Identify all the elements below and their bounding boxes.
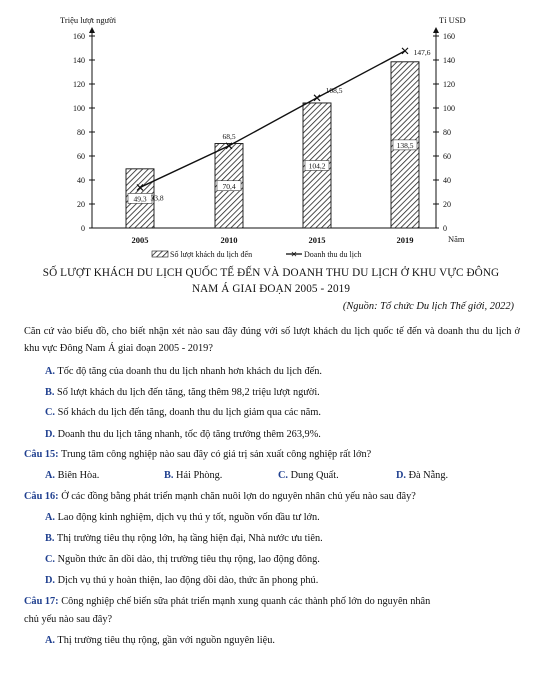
q15-option-a <box>45 469 99 483</box>
q15-stem: Trung tâm công nghiệp nào sau đây có giá trị sản xuất công nghiệp rất lớn? <box>61 449 372 460</box>
bar-data-label: 104,2 <box>308 161 326 171</box>
right-axis-title: Tỉ USD <box>439 15 466 25</box>
q17-stem-row <box>24 595 430 609</box>
x-axis-unit: Năm <box>448 234 465 244</box>
left-axis-tick-label: 20 <box>77 200 85 209</box>
legend-bar-swatch <box>152 251 168 257</box>
q17-stem-line-1: Công nghiệp chế biến sữa phát triển mạnh xung quanh các thành phố lớn do nguyên nhân <box>61 596 431 607</box>
legend-line-label: Doanh thu du lịch <box>304 250 362 259</box>
bar-data-label: 70,4 <box>222 181 236 191</box>
q14-option-d-text: Doanh thu du lịch tăng nhanh, tốc độ tăng trưởng thêm 263,9%. <box>57 429 321 440</box>
left-axis-tick-label: 80 <box>77 128 85 137</box>
combo-chart <box>0 0 542 262</box>
q15-option-c-text: Dung Quất. <box>290 470 339 481</box>
q17-option-a <box>45 634 275 648</box>
line-data-label: 68,5 <box>222 131 236 141</box>
q16-label: Câu 16: <box>24 491 59 502</box>
plot-area <box>73 30 455 245</box>
q14-option-c <box>45 406 321 420</box>
q16-option-a <box>45 511 320 525</box>
q16-option-c-key: C. <box>45 554 56 565</box>
q15-option-d <box>396 469 448 483</box>
x-tick-label: 2010 <box>220 235 238 245</box>
right-axis-tick-label: 60 <box>443 152 451 161</box>
q16-option-a-text: Lao động kinh nghiệm, dịch vụ thú y tốt, nguồn vốn đầu tư lớn. <box>57 512 320 523</box>
q14-option-a-text: Tốc độ tăng của doanh thu du lịch nhanh hơn khách du lịch đến. <box>57 366 322 377</box>
q15-option-c <box>278 469 339 483</box>
line-data-label: 147,6 <box>413 47 431 57</box>
q16-option-b-key: B. <box>45 533 55 544</box>
revenue-point <box>402 48 408 54</box>
left-axis-tick-label: 160 <box>73 32 85 41</box>
line-data-label: 33,8 <box>150 193 164 203</box>
right-axis-tick-label: 140 <box>443 56 455 65</box>
q16-option-a-key: A. <box>45 512 56 523</box>
revenue-point <box>314 95 320 101</box>
right-axis-tick-label: 0 <box>443 224 447 233</box>
line-data-label: 108,5 <box>325 85 343 95</box>
q14-option-d-key: D. <box>45 429 56 440</box>
left-axis-tick-label: 120 <box>73 80 85 89</box>
q14-option-b-text: Số lượt khách du lịch đến tăng, tăng thêm 98,2 triệu lượt người. <box>57 387 320 398</box>
q16-option-d-key: D. <box>45 575 56 586</box>
left-axis-tick-label: 40 <box>77 176 85 185</box>
legend-bar-label: Số lượt khách du lịch đến <box>170 250 253 259</box>
q17-option-a-text: Thị trường tiêu thụ rộng, gần với nguồn nguyên liệu. <box>57 635 275 646</box>
q14-option-b-key: B. <box>45 387 55 398</box>
left-axis-tick-label: 60 <box>77 152 85 161</box>
q14-stem: Căn cứ vào biểu đồ, cho biết nhận xét nào sau đây đúng với số lượt khách du lịch quốc tế đến và doanh thu du lịch ở khu vực Đông Nam Á giai đoạn 2005 - 2019? <box>24 326 520 354</box>
bar-data-label: 138,5 <box>396 140 414 150</box>
q15-option-b <box>164 469 222 483</box>
figure-source: (Nguồn: Tổ chức Du lịch Thế giới, 2022) <box>342 301 514 312</box>
x-tick-label: 2015 <box>308 235 326 245</box>
right-axis-tick-label: 160 <box>443 32 455 41</box>
q16-option-d-text: Dịch vụ thú y hoàn thiện, lao động dồi dào, thức ăn phong phú. <box>57 575 319 586</box>
q17-option-a-key: A. <box>45 635 56 646</box>
figure-title-line-1: SỐ LƯỢT KHÁCH DU LỊCH QUỐC TẾ ĐẾN VÀ DOANH THU DU LỊCH Ở KHU VỰC ĐÔNG <box>42 267 500 279</box>
right-axis-tick-label: 120 <box>443 80 455 89</box>
q15-option-b-key: B. <box>164 470 174 481</box>
q15-option-a-text: Biên Hòa. <box>57 470 100 481</box>
q16-stem-row <box>24 490 416 504</box>
q15-option-d-text: Đà Nẵng. <box>408 470 449 481</box>
right-axis-tick-label: 100 <box>443 104 455 113</box>
q14-option-c-key: C. <box>45 407 56 418</box>
q17-label: Câu 17: <box>24 596 59 607</box>
q14-option-c-text: Số khách du lịch đến tăng, doanh thu du lịch giảm qua các năm. <box>57 407 321 418</box>
x-tick-label: 2019 <box>396 235 414 245</box>
bar-data-label: 49,3 <box>133 194 147 204</box>
left-axis-tick-label: 0 <box>81 224 85 233</box>
legend <box>152 250 362 259</box>
q14-option-a-key: A. <box>45 366 56 377</box>
x-tick-label: 2005 <box>131 235 149 245</box>
q15-option-c-key: C. <box>278 470 289 481</box>
left-axis-tick-label: 100 <box>73 104 85 113</box>
q16-option-b <box>45 532 323 546</box>
q14-option-b <box>45 386 320 400</box>
q16-option-d <box>45 574 318 588</box>
q14-option-a <box>45 365 322 379</box>
q15-option-d-key: D. <box>396 470 407 481</box>
right-axis-tick-label: 40 <box>443 176 451 185</box>
revenue-line <box>140 51 405 188</box>
q15-option-a-key: A. <box>45 470 56 481</box>
left-axis-tick-label: 140 <box>73 56 85 65</box>
q15-label: Câu 15: <box>24 449 59 460</box>
q16-option-c-text: Nguồn thức ăn dồi dào, thị trường tiêu thụ rộng, lao động đông. <box>57 554 320 565</box>
q16-option-c <box>45 553 320 567</box>
right-axis-tick-label: 20 <box>443 200 451 209</box>
right-axis-tick-label: 80 <box>443 128 451 137</box>
left-axis-title: Triệu lượt người <box>60 15 117 25</box>
q16-option-b-text: Thị trường tiêu thụ rộng lớn, hạ tầng hiện đại, Nhà nước ưu tiên. <box>56 533 323 544</box>
q17-stem-line-2: chủ yếu nào sau đây? <box>24 614 113 625</box>
q15-stem-row <box>24 448 371 462</box>
q16-stem: Ở các đồng bằng phát triển mạnh chăn nuôi lợn do nguyên nhân chủ yếu nào sau đây? <box>61 491 416 502</box>
q15-option-b-text: Hải Phòng. <box>176 470 223 481</box>
q14-option-d <box>45 428 321 442</box>
figure-title-line-2: NAM Á GIAI ĐOẠN 2005 - 2019 <box>191 283 351 295</box>
legend-line-marker: ✕ <box>290 250 298 259</box>
